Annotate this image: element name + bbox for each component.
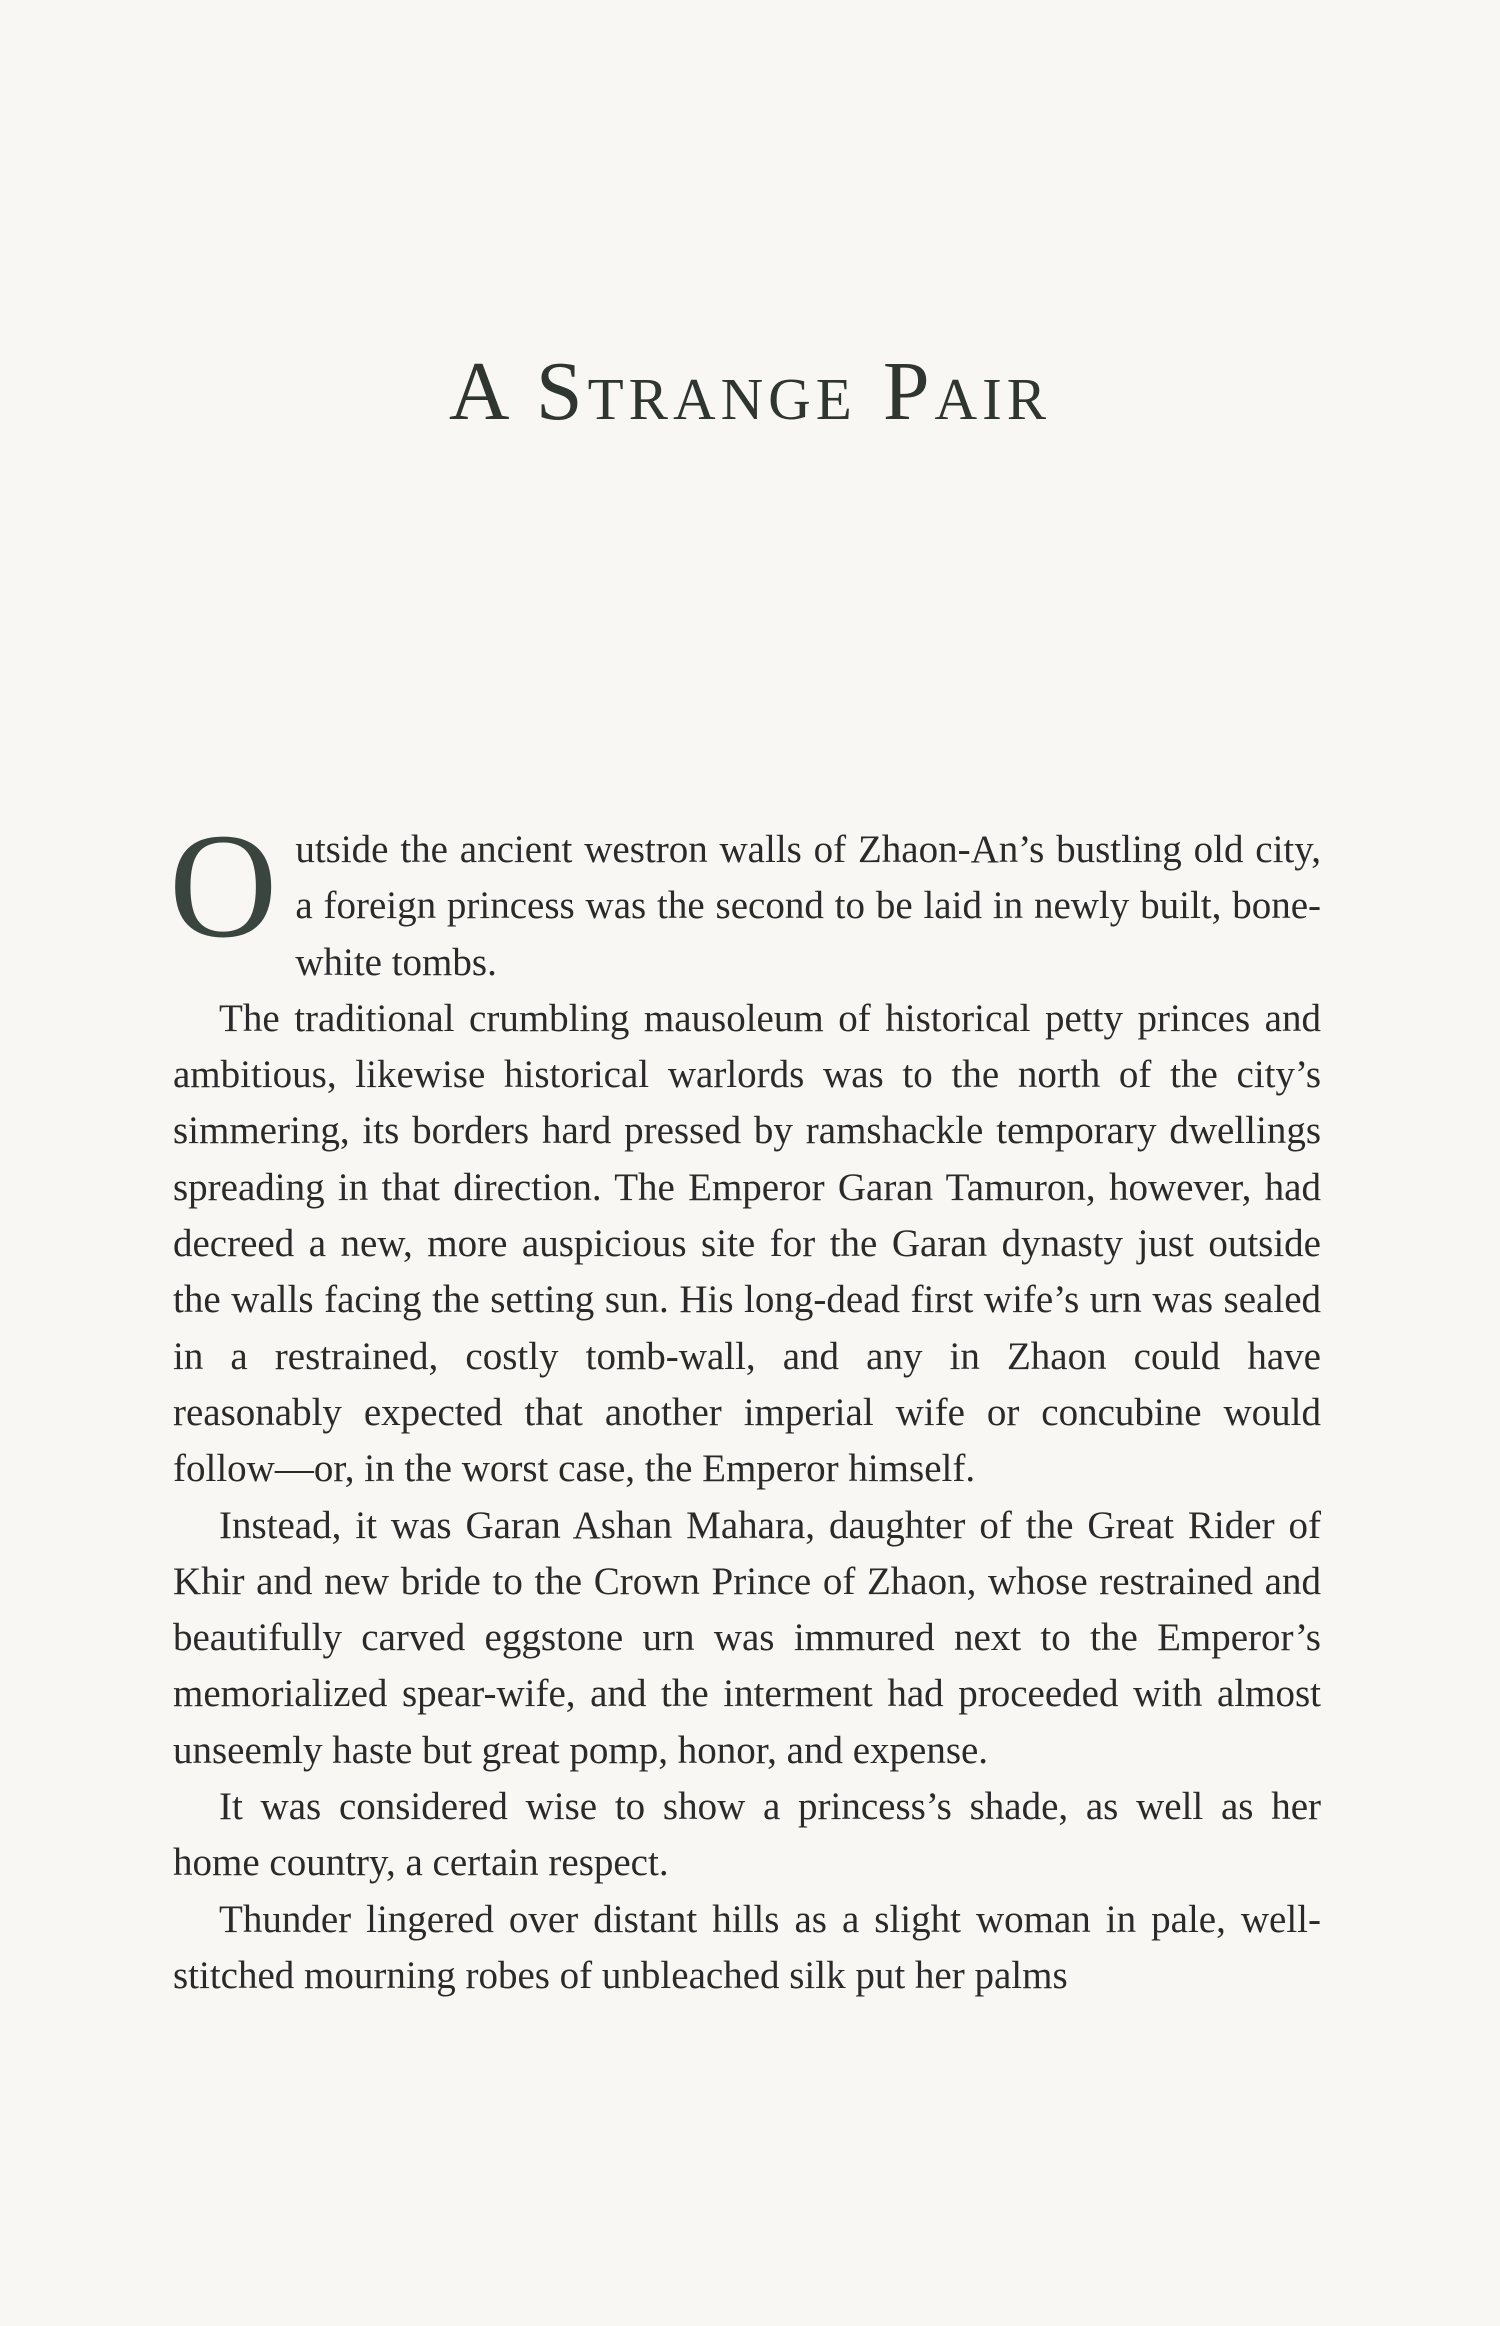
chapter-body — [169, 803, 1321, 2004]
chapter-title: A Strange Pair — [448, 345, 1052, 438]
paragraph-1 — [169, 803, 1321, 991]
paragraph-1-text: utside the ancient westron walls of Zhaon-An’s bustling old city, a foreign princess was the second to be laid in newly built, bone-white tombs. — [295, 828, 1321, 984]
drop-cap: O — [169, 803, 278, 969]
paragraph-5: Thunder lingered over distant hills as a slight woman in pale, well-stitched mourning robes of unbleached silk put her palms — [173, 1897, 1321, 1997]
paragraph-4: It was considered wise to show a princess’s shade, as well as her home country, a certain respect. — [173, 1785, 1321, 1885]
paragraph-2: The traditional crumbling mausoleum of historical petty princes and ambitious, likewise historical warlords was to the north of the city’s simmering, its borders hard pressed by ramshackle temporary dwellings spreading in that direction. The Emperor Garan Tamuron, however, had decreed a new, more auspicious site for the Garan dynasty just outside the walls facing the setting sun. His long-dead first wife’s urn was sealed in a restrained, costly tomb-wall, and any in Zhaon could have reasonably expected that another imperial wife or concubine would follow—or, in the worst case, the Emperor himself. — [173, 996, 1321, 1491]
paragraph-3: Instead, it was Garan Ashan Mahara, daughter of the Great Rider of Khir and new bride to the Crown Prince of Zhaon, whose restrained and beautifully carved eggstone urn was immured next to the Emperor’s memorialized spear-wife, and the interment had proceeded with almost unseemly haste but great pomp, honor, and expense. — [173, 1503, 1321, 1772]
